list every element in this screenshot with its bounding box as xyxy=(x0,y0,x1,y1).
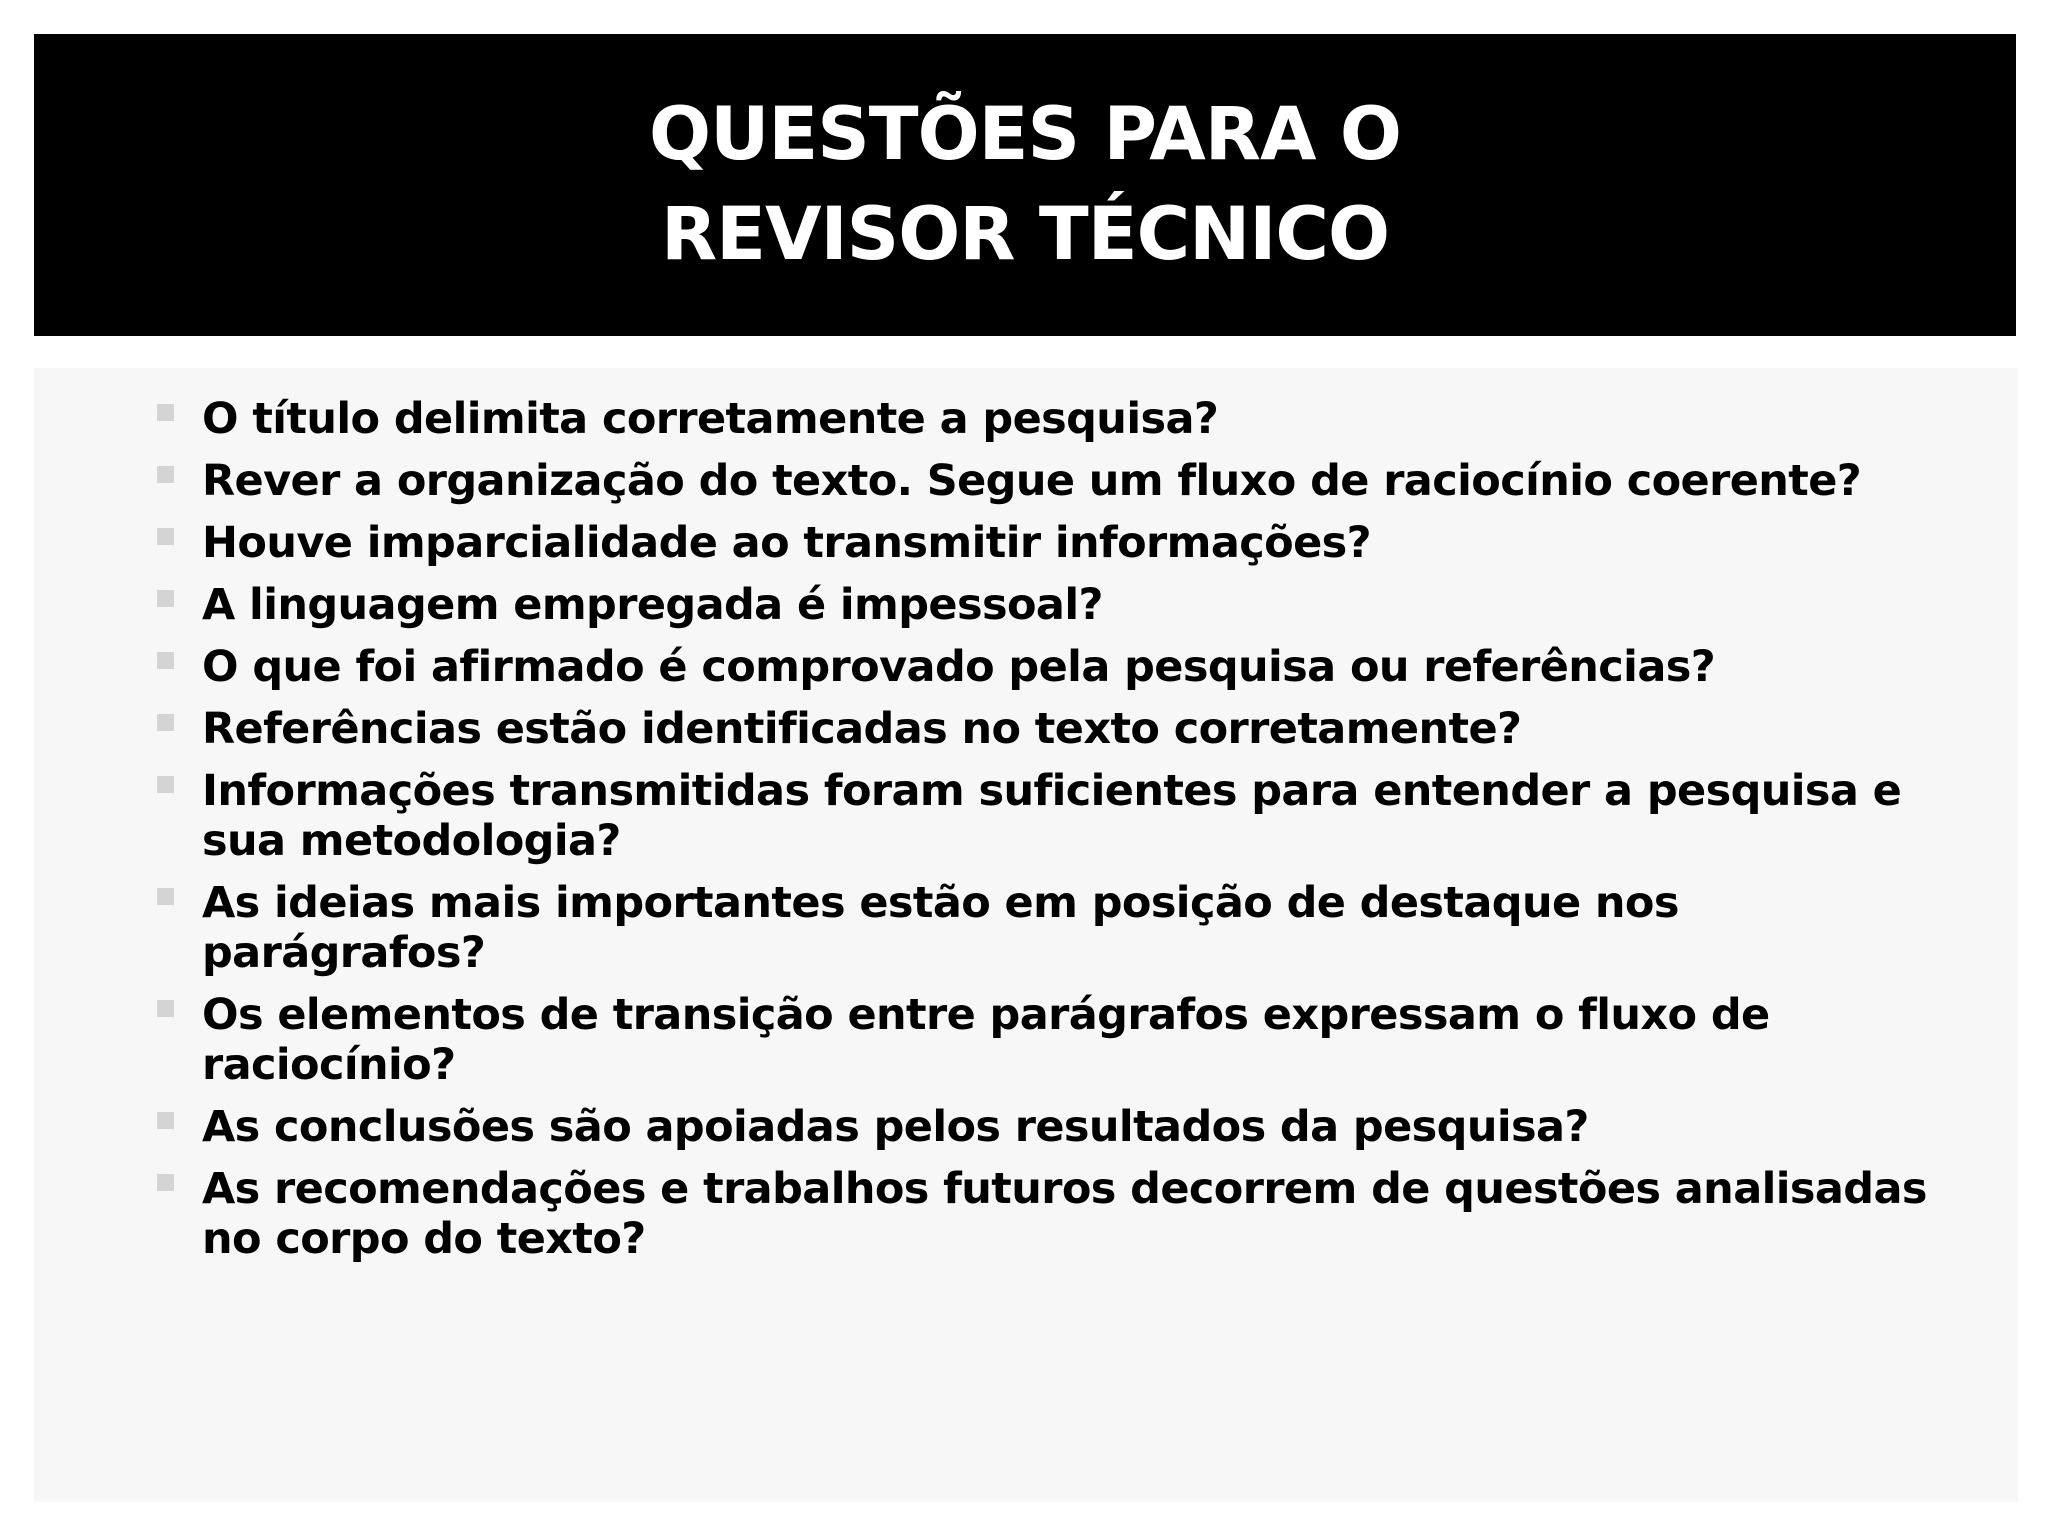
bullet-item xyxy=(122,1102,1952,1152)
bullet-item xyxy=(122,580,1952,630)
square-bullet-icon xyxy=(157,1112,174,1129)
bullet-text: A linguagem empregada é impessoal? xyxy=(202,580,1103,630)
bullet-text: Rever a organização do texto. Segue um fluxo de raciocínio coerente? xyxy=(202,456,1862,506)
bullet-text: As conclusões são apoiadas pelos resultados da pesquisa? xyxy=(202,1102,1589,1152)
bullet-text: Informações transmitidas foram suficientes para entender a pesquisa e sua metodologia? xyxy=(202,766,1902,866)
bullet-item xyxy=(122,1164,1952,1264)
bullet-text: O título delimita corretamente a pesquisa? xyxy=(202,394,1219,444)
bullet-item xyxy=(122,642,1952,692)
square-bullet-icon xyxy=(157,1000,174,1017)
bullet-item xyxy=(122,394,1952,444)
bullet-text: Houve imparcialidade ao transmitir informações? xyxy=(202,518,1371,568)
bullet-text: Referências estão identificadas no texto corretamente? xyxy=(202,704,1522,754)
slide-title-line-1: QUESTÕES PARA O xyxy=(649,92,1401,177)
bullet-text: As ideias mais importantes estão em posição de destaque nos parágrafos? xyxy=(202,878,1679,978)
title-bar xyxy=(34,34,2016,336)
square-bullet-icon xyxy=(157,888,174,905)
bullet-item xyxy=(122,704,1952,754)
content-panel xyxy=(34,368,2018,1502)
bullet-text: As recomendações e trabalhos futuros decorrem de questões analisadas no corpo do texto? xyxy=(202,1164,1927,1264)
square-bullet-icon xyxy=(157,714,174,731)
square-bullet-icon xyxy=(157,528,174,545)
bullet-list xyxy=(122,394,1952,1276)
square-bullet-icon xyxy=(157,590,174,607)
square-bullet-icon xyxy=(157,652,174,669)
square-bullet-icon xyxy=(157,466,174,483)
square-bullet-icon xyxy=(157,1174,174,1191)
bullet-text: Os elementos de transição entre parágrafos expressam o fluxo de raciocínio? xyxy=(202,990,1770,1090)
bullet-item xyxy=(122,878,1952,978)
bullet-item xyxy=(122,518,1952,568)
square-bullet-icon xyxy=(157,404,174,421)
slide-title xyxy=(649,85,1401,285)
bullet-item xyxy=(122,766,1952,866)
bullet-item xyxy=(122,990,1952,1090)
square-bullet-icon xyxy=(157,776,174,793)
bullet-item xyxy=(122,456,1952,506)
bullet-text: O que foi afirmado é comprovado pela pesquisa ou referências? xyxy=(202,642,1716,692)
slide-title-line-2: REVISOR TÉCNICO xyxy=(660,192,1390,277)
